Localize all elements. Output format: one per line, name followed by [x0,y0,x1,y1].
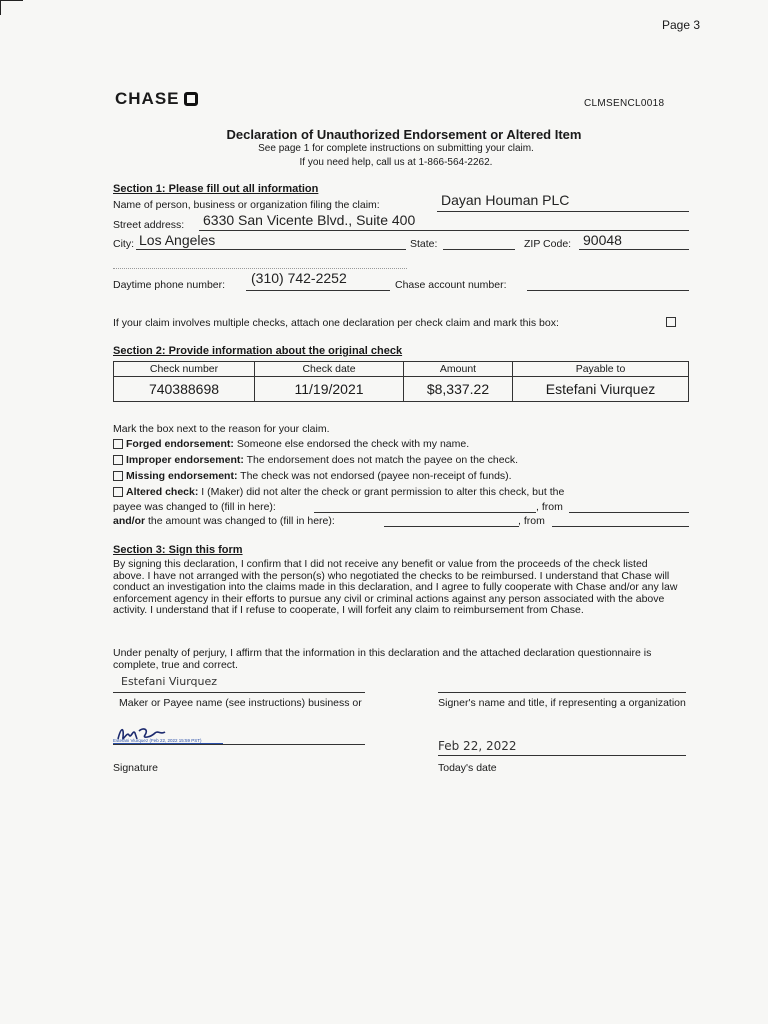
check-info-table [113,361,689,402]
signer-name-label: Signer's name and title, if representing a organization [438,697,686,709]
state-line [443,249,515,250]
zip-field[interactable]: 90048 [583,232,622,248]
name-label: Name of person, business or organization filing the claim: [113,199,380,211]
signature-label: Signature [113,762,158,774]
payable-to-cell[interactable]: Estefani Viurquez [513,377,689,402]
column-header: Check number [114,362,255,377]
amount-changed-text: the amount was changed to (fill in here): [145,515,335,527]
page-label: Page 3 [662,18,701,32]
altered-checkbox[interactable] [113,487,123,497]
declaration-paragraph: By signing this declaration, I confirm that I did not receive any benefit or value from the proceeds of the check listed above. I have not arranged with the person(s) who negotiated the checks to be reimbursed. I understand that Chase will conduct an investigation into the claims made in this declaration, and I agree to fully cooperate with Chase and/or any law enforcement agency in their efforts to pursue any civil or criminal actions against any person associated with the above activity. I understand that if I refuse to cooperate, I will forfeit any claim to reimbursement from Chase. [113,558,678,616]
zip-line [579,249,689,250]
city-line [136,249,406,250]
brand-name: CHASE [115,89,180,108]
from-label: , from [518,515,545,527]
section2-heading: Section 2: Provide information about the original check [113,345,403,357]
forged-checkbox[interactable] [113,439,123,449]
reason-improper [113,454,518,466]
date-label: Today's date [438,762,497,774]
column-header: Check date [255,362,404,377]
multiple-checks-note: If your claim involves multiple checks, attach one declaration per check claim and mark this box: [113,317,559,329]
section1-heading: Section 1: Please fill out all information [113,183,319,195]
date-line [438,755,686,756]
payee-changed-label: payee was changed to (fill in here): [113,501,276,513]
reason-text: The endorsement does not match the payee on the check. [243,454,519,466]
signature-stamp: Estefani Viurquez (Feb 22, 2022 15:59 PST) [113,738,223,744]
payee-changed-line[interactable] [314,512,536,513]
street-line [199,230,689,231]
reason-title: Missing endorsement: [126,470,238,482]
zip-label: ZIP Code: [524,238,572,250]
perjury-statement: Under penalty of perjury, I affirm that the information in this declaration and the attached declaration questionnaire is complete, true and correct. [113,647,652,671]
form-code: CLMSENCL0018 [584,98,665,109]
table-header-row [114,362,689,377]
reason-missing [113,470,512,482]
amount-changed-label [113,515,335,527]
account-label: Chase account number: [395,279,507,291]
maker-name-label: Maker or Payee name (see instructions) business or [119,697,362,709]
account-line [527,290,689,291]
payee-from-line[interactable] [569,512,689,513]
city-label: City: [113,238,134,250]
reason-intro: Mark the box next to the reason for your claim. [113,423,330,435]
andor-text: and/or [113,515,146,527]
maker-name-field[interactable]: Estefani Viurquez [121,675,218,688]
chase-logo [115,89,198,109]
phone-field[interactable]: (310) 742-2252 [251,270,347,286]
phone-line [246,290,390,291]
check-number-cell[interactable]: 740388698 [114,377,255,402]
column-header: Amount [404,362,513,377]
amount-cell[interactable]: $8,337.22 [404,377,513,402]
city-field[interactable]: Los Angeles [139,232,216,248]
from-label: , from [536,501,563,513]
table-row [114,377,689,402]
signer-name-line [438,692,686,693]
amount-from-line[interactable] [552,526,689,527]
form-subtitle: See page 1 for complete instructions on submitting your claim. [258,143,534,154]
section3-heading: Section 3: Sign this form [113,544,243,556]
column-header: Payable to [513,362,689,377]
reason-text: The check was not endorsed (payee non-receipt of funds). [237,470,512,482]
scan-corner-mark [0,0,23,15]
reason-forged [113,438,469,450]
reason-title: Altered check: [126,486,199,498]
street-label: Street address: [113,219,185,231]
date-field[interactable]: Feb 22, 2022 [438,739,517,753]
maker-name-line [113,692,365,693]
reason-altered [113,486,564,498]
reason-title: Forged endorsement: [126,438,234,450]
reason-title: Improper endorsement: [126,454,244,466]
state-label: State: [410,238,438,250]
octagon-logo-icon [184,92,198,106]
reason-text: I (Maker) did not alter the check or grant permission to alter this check, but the [198,486,565,498]
form-title: Declaration of Unauthorized Endorsement or Altered Item [226,127,582,142]
missing-checkbox[interactable] [113,471,123,481]
blank-divider [113,268,407,269]
phone-label: Daytime phone number: [113,279,226,291]
check-date-cell[interactable]: 11/19/2021 [255,377,404,402]
multiple-checks-checkbox[interactable] [666,317,676,327]
improper-checkbox[interactable] [113,455,123,465]
name-line [437,211,689,212]
name-field[interactable]: Dayan Houman PLC [441,192,570,208]
reason-text: Someone else endorsed the check with my name. [233,438,470,450]
signature-line [113,744,365,745]
street-field[interactable]: 6330 San Vicente Blvd., Suite 400 [203,212,416,228]
help-text: If you need help, call us at 1-866-564-2262. [299,157,493,168]
amount-changed-line[interactable] [384,526,519,527]
